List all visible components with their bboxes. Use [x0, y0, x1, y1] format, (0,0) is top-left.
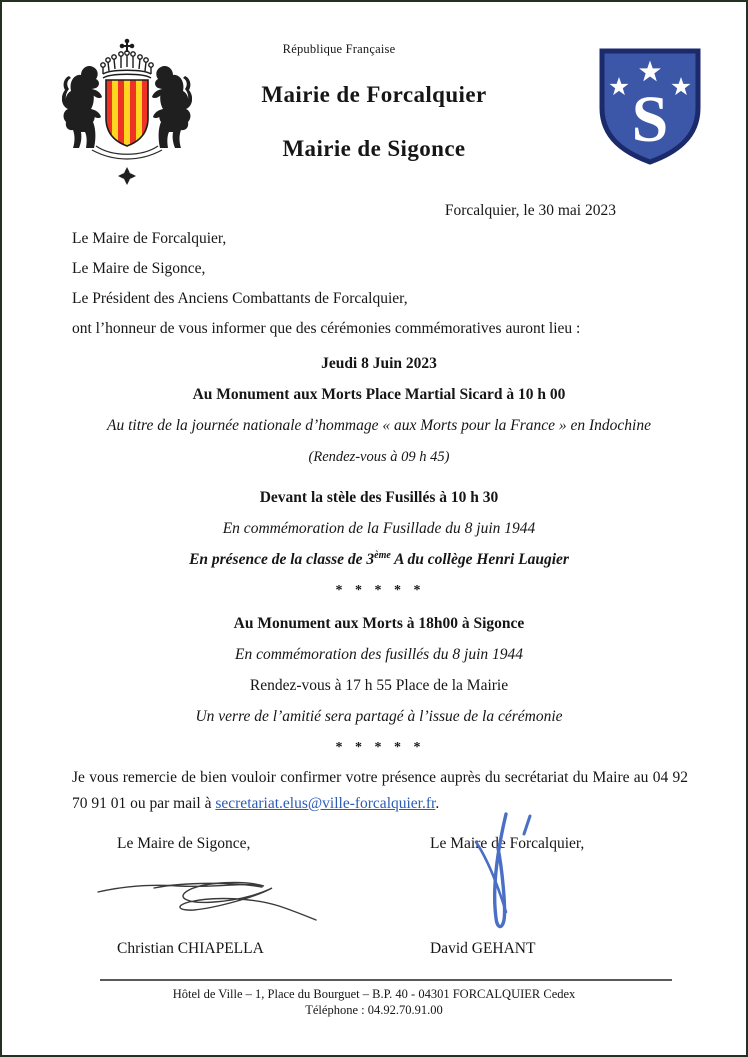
separator-2: * * * * * — [335, 740, 423, 755]
email-link[interactable]: secretariat.elus@ville-forcalquier.fr — [215, 794, 436, 812]
spacer — [72, 474, 686, 484]
event2-class-suffix: A du collège Henri Laugier — [390, 551, 569, 568]
closing-text: Je vous remercie de bien vouloir confirmer votre présence auprès du secrétariat du Maire au 04 92 70 91 01 ou par mail à — [72, 769, 688, 812]
footer-phone: Téléphone : 04.92.70.91.00 — [305, 1003, 443, 1017]
ceremonies-block — [72, 350, 686, 767]
republic-label: République Française — [282, 42, 396, 56]
signature-title-sigonce: Le Maire de Sigonce, — [117, 835, 251, 852]
intro-line-2: Le Maire de Sigonce, — [72, 260, 206, 277]
chiapella-signature-icon — [94, 864, 324, 926]
signature-title-forcalquier: Le Maire de Forcalquier, — [430, 835, 585, 852]
event1-tribute: Au titre de la journée nationale d’hommage « aux Morts pour la France » en Indochine — [107, 417, 651, 434]
separator-1: * * * * * — [335, 583, 423, 598]
event1-location: Au Monument aux Morts Place Martial Sicard à 10 h 00 — [192, 386, 566, 403]
closing-paragraph — [72, 765, 688, 816]
event2-commemoration: En commémoration de la Fusillade du 8 juin 1944 — [222, 520, 536, 537]
event3-drink: Un verre de l’amitié sera partagé à l’issue de la cérémonie — [195, 708, 563, 725]
sigonce-letter: S — [631, 83, 669, 156]
event2-class-sup: ème — [374, 549, 391, 561]
dateline: Forcalquier, le 30 mai 2023 — [444, 202, 616, 219]
event2-location: Devant la stèle des Fusillés à 10 h 30 — [259, 489, 499, 506]
event3-rdv: Rendez-vous à 17 h 55 Place de la Mairie — [249, 677, 509, 694]
footer-address: Hôtel de Ville – 1, Place du Bourguet – B.P. 40 - 04301 FORCALQUIER Cedex — [172, 987, 576, 1001]
intro-line-4: ont l’honneur de vous informer que des cérémonies commémoratives auront lieu : — [72, 320, 581, 337]
intro-line-1: Le Maire de Forcalquier, — [72, 230, 227, 247]
event3-location: Au Monument aux Morts à 18h00 à Sigonce — [233, 615, 525, 632]
intro-line-3: Le Président des Anciens Combattants de Forcalquier, — [72, 290, 408, 307]
gehant-signature-icon — [454, 808, 564, 940]
intro-block — [72, 226, 686, 346]
event2-class-line — [72, 546, 686, 577]
event3-commemoration: En commémoration des fusillés du 8 juin 1944 — [234, 646, 524, 663]
event1-date: Jeudi 8 Juin 2023 — [321, 355, 437, 372]
event1-rdv: (Rendez-vous à 09 h 45) — [308, 449, 450, 465]
closing-period: . — [435, 794, 440, 812]
footer-divider — [100, 979, 672, 981]
signature-name-chiapella: Christian CHIAPELLA — [117, 940, 264, 957]
signature-name-gehant: David GEHANT — [430, 940, 536, 957]
forcalquier-coat-of-arms-icon — [62, 38, 192, 190]
event2-class-prefix: En présence de la classe de 3 — [189, 551, 375, 568]
mairie-sigonce-title: Mairie de Sigonce — [282, 136, 466, 161]
mairie-forcalquier-title: Mairie de Forcalquier — [261, 82, 487, 107]
